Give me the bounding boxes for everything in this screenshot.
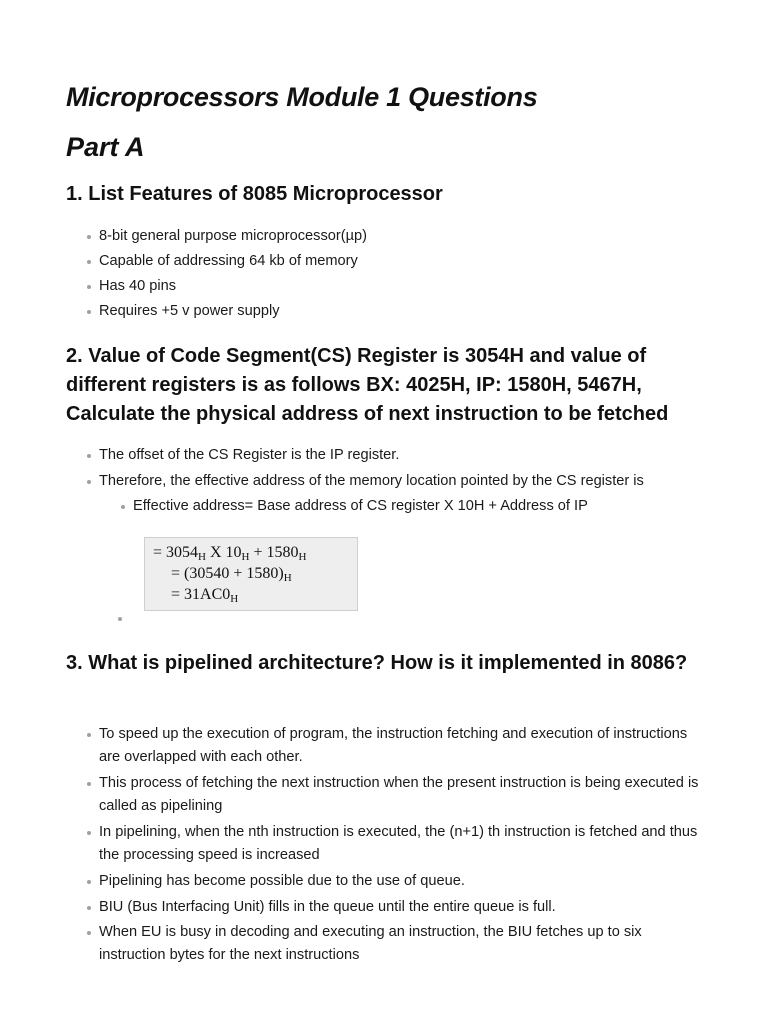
question-2-sublist [118, 495, 706, 518]
list-item: This process of fetching the next instruction when the present instruction is being executed is called as pipelining [84, 772, 706, 818]
list-item: When EU is busy in decoding and executing an instruction, the BIU fetches up to six instruction bytes for the next instructions [84, 921, 706, 967]
question-3-list [84, 723, 706, 967]
question-1-heading: 1. List Features of 8085 Microprocessor [66, 183, 443, 205]
list-item: Has 40 pins [84, 275, 706, 298]
question-3-heading: 3. What is pipelined architecture? How is it implemented in 8086? [66, 652, 688, 674]
document-title: Microprocessors Module 1 Questions [66, 82, 538, 112]
list-item: In pipelining, when the nth instruction is executed, the (n+1) th instruction is fetched and thus the processing speed is increased [84, 821, 706, 867]
formula-line-3: = $31AC0_H$ [171, 586, 239, 605]
list-item: To speed up the execution of program, the instruction fetching and execution of instructions are overlapped with each other. [84, 723, 706, 769]
question-1-list [84, 225, 706, 323]
list-item: BIU (Bus Interfacing Unit) fills in the queue until the entire queue is full. [84, 896, 706, 919]
list-item: Pipelining has become possible due to the use of queue. [84, 870, 706, 893]
formula-box [144, 537, 358, 611]
list-item: Capable of addressing 64 kb of memory [84, 250, 706, 273]
formula-line-1: = $3054_H$ X $10_H + 1580_H$ [153, 544, 307, 563]
list-item: Therefore, the effective address of the memory location pointed by the CS register is [84, 470, 706, 493]
section-heading: Part A [66, 132, 145, 162]
question-2-list [84, 444, 706, 493]
formula-line-2: = $(30540 + 1580)_H$ [171, 565, 292, 584]
list-item: Effective address= Base address of CS register X 10H + Address of IP [118, 495, 706, 518]
question-2-heading: 2. Value of Code Segment(CS) Register is 3054H and value of different registers is as follows BX: 4025H, IP: 1580H, 5467H, Calculate the physical address of next instruction to be fetched [66, 345, 669, 425]
empty-list-bullet [118, 617, 122, 621]
list-item: The offset of the CS Register is the IP register. [84, 444, 706, 467]
list-item: 8-bit general purpose microprocessor(µp) [84, 225, 706, 248]
list-item: Requires +5 v power supply [84, 300, 706, 323]
